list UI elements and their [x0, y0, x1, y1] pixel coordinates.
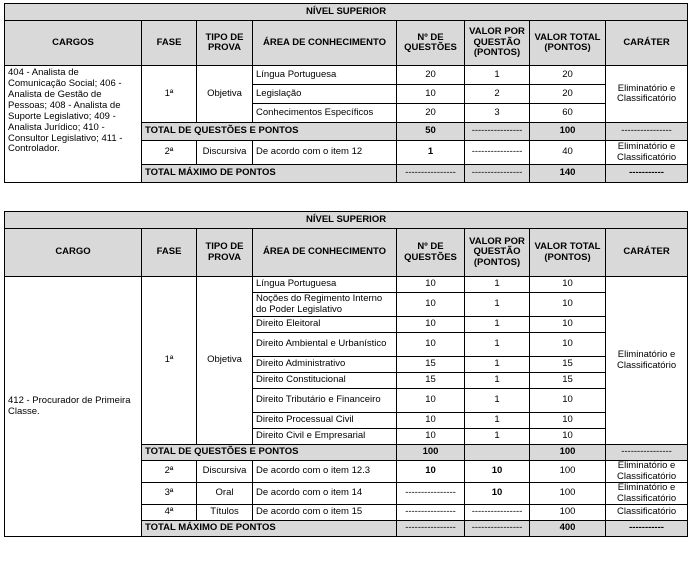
- total-carater: -----------: [606, 165, 688, 183]
- questoes-cell: 20: [397, 66, 465, 85]
- valor-cell: ----------------: [465, 141, 530, 165]
- total-cell: 10: [530, 429, 606, 445]
- tipo-prova-cell: Objetiva: [197, 277, 253, 445]
- total-cell: 100: [530, 483, 606, 505]
- questoes-cell: 15: [397, 373, 465, 389]
- fase-cell: 4ª: [142, 505, 197, 521]
- area-cell: Conhecimentos Específicos: [253, 104, 397, 123]
- table-row: [5, 66, 688, 85]
- area-cell: Direito Tributário e Financeiro: [253, 389, 397, 413]
- questoes-cell: ----------------: [397, 505, 465, 521]
- total-cell: 10: [530, 293, 606, 317]
- area-cell: Direito Processual Civil: [253, 413, 397, 429]
- header-cargo: CARGO: [5, 229, 142, 277]
- valor-cell: 1: [465, 413, 530, 429]
- valor-cell: 10: [465, 483, 530, 505]
- table-title: NÍVEL SUPERIOR: [5, 4, 688, 21]
- header-valor-questao: VALOR POR QUESTÃO (PONTOS): [465, 229, 530, 277]
- questoes-cell: 10: [397, 429, 465, 445]
- header-fase: FASE: [142, 21, 197, 66]
- questoes-cell: 10: [397, 413, 465, 429]
- total-cell: 15: [530, 373, 606, 389]
- table-title: NÍVEL SUPERIOR: [5, 212, 688, 229]
- total-total: 140: [530, 165, 606, 183]
- carater-cell: Classificatório: [606, 505, 688, 521]
- area-cell: Língua Portuguesa: [253, 66, 397, 85]
- questoes-cell: 10: [397, 389, 465, 413]
- carater-cell: Eliminatório e Classificatório: [606, 483, 688, 505]
- subtotal-total: 100: [530, 123, 606, 141]
- total-carater: -----------: [606, 521, 688, 537]
- valor-cell: 1: [465, 333, 530, 357]
- header-valor-total: VALOR TOTAL (PONTOS): [530, 229, 606, 277]
- carater-cell: Eliminatório e Classificatório: [606, 461, 688, 483]
- tipo-prova-cell: Objetiva: [197, 66, 253, 123]
- total-cell: 10: [530, 413, 606, 429]
- area-cell: Direito Constitucional: [253, 373, 397, 389]
- subtotal-valor: [465, 445, 530, 461]
- valor-cell: 1: [465, 389, 530, 413]
- area-cell: Direito Ambiental e Urbanístico: [253, 333, 397, 357]
- area-cell: De acordo com o item 14: [253, 483, 397, 505]
- header-carater: CARÁTER: [606, 229, 688, 277]
- total-cell: 100: [530, 461, 606, 483]
- header-area: ÁREA DE CONHECIMENTO: [253, 229, 397, 277]
- total-cell: 20: [530, 85, 606, 104]
- header-cargos: CARGOS: [5, 21, 142, 66]
- total-label: TOTAL MÁXIMO DE PONTOS: [142, 521, 397, 537]
- questoes-cell: 10: [397, 461, 465, 483]
- fase-cell: 1ª: [142, 66, 197, 123]
- area-cell: De acordo com o item 12: [253, 141, 397, 165]
- total-questoes: ----------------: [397, 521, 465, 537]
- questoes-cell: ----------------: [397, 483, 465, 505]
- header-valor-total: VALOR TOTAL (PONTOS): [530, 21, 606, 66]
- subtotal-questoes: 50: [397, 123, 465, 141]
- questoes-cell: 15: [397, 357, 465, 373]
- table-nivel-superior-procurador: [4, 211, 688, 537]
- cargo-cell: 412 - Procurador de Primeira Classe.: [5, 277, 142, 537]
- table-row: [5, 277, 688, 293]
- total-cell: 10: [530, 333, 606, 357]
- total-cell: 60: [530, 104, 606, 123]
- carater-cell: Eliminatório e Classificatório: [606, 141, 688, 165]
- area-cell: Legislação: [253, 85, 397, 104]
- total-valor: ----------------: [465, 521, 530, 537]
- subtotal-label: TOTAL DE QUESTÕES E PONTOS: [142, 445, 397, 461]
- fase-cell: 2ª: [142, 461, 197, 483]
- total-total: 400: [530, 521, 606, 537]
- table-nivel-superior-cargos: [4, 3, 688, 183]
- header-tipo-prova: TIPO DE PROVA: [197, 21, 253, 66]
- valor-cell: 2: [465, 85, 530, 104]
- tipo-prova-cell: Títulos: [197, 505, 253, 521]
- total-cell: 10: [530, 277, 606, 293]
- header-area: ÁREA DE CONHECIMENTO: [253, 21, 397, 66]
- header-row: [5, 21, 688, 66]
- subtotal-valor: ----------------: [465, 123, 530, 141]
- tipo-prova-cell: Discursiva: [197, 141, 253, 165]
- valor-cell: 1: [465, 293, 530, 317]
- valor-cell: 1: [465, 66, 530, 85]
- fase-cell: 3ª: [142, 483, 197, 505]
- subtotal-questoes: 100: [397, 445, 465, 461]
- header-carater: CARÁTER: [606, 21, 688, 66]
- total-cell: 10: [530, 389, 606, 413]
- subtotal-carater: ----------------: [606, 445, 688, 461]
- valor-cell: ----------------: [465, 505, 530, 521]
- total-cell: 40: [530, 141, 606, 165]
- header-tipo-prova: TIPO DE PROVA: [197, 229, 253, 277]
- total-valor: ----------------: [465, 165, 530, 183]
- questoes-cell: 10: [397, 277, 465, 293]
- questoes-cell: 10: [397, 333, 465, 357]
- valor-cell: 3: [465, 104, 530, 123]
- tipo-prova-cell: Oral: [197, 483, 253, 505]
- valor-cell: 1: [465, 429, 530, 445]
- fase-cell: 2ª: [142, 141, 197, 165]
- area-cell: Língua Portuguesa: [253, 277, 397, 293]
- cargos-cell: 404 - Analista de Comunicação Social; 406 - Analista de Gestão de Pessoas; 408 - Analista de Suporte Legislativo; 409 - Analista Jurídico; 410 - Consultor Legislativo; 411 - Controlador.: [5, 66, 142, 183]
- header-fase: FASE: [142, 229, 197, 277]
- valor-cell: 1: [465, 317, 530, 333]
- header-questoes: Nº DE QUESTÕES: [397, 21, 465, 66]
- total-label: TOTAL MÁXIMO DE PONTOS: [142, 165, 397, 183]
- valor-cell: 1: [465, 357, 530, 373]
- area-cell: Noções do Regimento Interno do Poder Legislativo: [253, 293, 397, 317]
- total-cell: 100: [530, 505, 606, 521]
- area-cell: De acordo com o item 12.3: [253, 461, 397, 483]
- questoes-cell: 10: [397, 293, 465, 317]
- total-cell: 15: [530, 357, 606, 373]
- total-cell: 10: [530, 317, 606, 333]
- tipo-prova-cell: Discursiva: [197, 461, 253, 483]
- area-cell: De acordo com o item 15: [253, 505, 397, 521]
- fase-cell: 1ª: [142, 277, 197, 445]
- area-cell: Direito Eleitoral: [253, 317, 397, 333]
- total-cell: 20: [530, 66, 606, 85]
- area-cell: Direito Administrativo: [253, 357, 397, 373]
- carater-cell: Eliminatório e Classificatório: [606, 277, 688, 445]
- area-cell: Direito Civil e Empresarial: [253, 429, 397, 445]
- carater-cell: Eliminatório e Classificatório: [606, 66, 688, 123]
- header-questoes: Nº DE QUESTÕES: [397, 229, 465, 277]
- questoes-cell: 10: [397, 317, 465, 333]
- questoes-cell: 20: [397, 104, 465, 123]
- subtotal-carater: ----------------: [606, 123, 688, 141]
- valor-cell: 1: [465, 373, 530, 389]
- total-questoes: ----------------: [397, 165, 465, 183]
- subtotal-label: TOTAL DE QUESTÕES E PONTOS: [142, 123, 397, 141]
- subtotal-total: 100: [530, 445, 606, 461]
- header-valor-questao: VALOR POR QUESTÃO (PONTOS): [465, 21, 530, 66]
- valor-cell: 1: [465, 277, 530, 293]
- header-row: [5, 229, 688, 277]
- valor-cell: 10: [465, 461, 530, 483]
- questoes-cell: 10: [397, 85, 465, 104]
- questoes-cell: 1: [397, 141, 465, 165]
